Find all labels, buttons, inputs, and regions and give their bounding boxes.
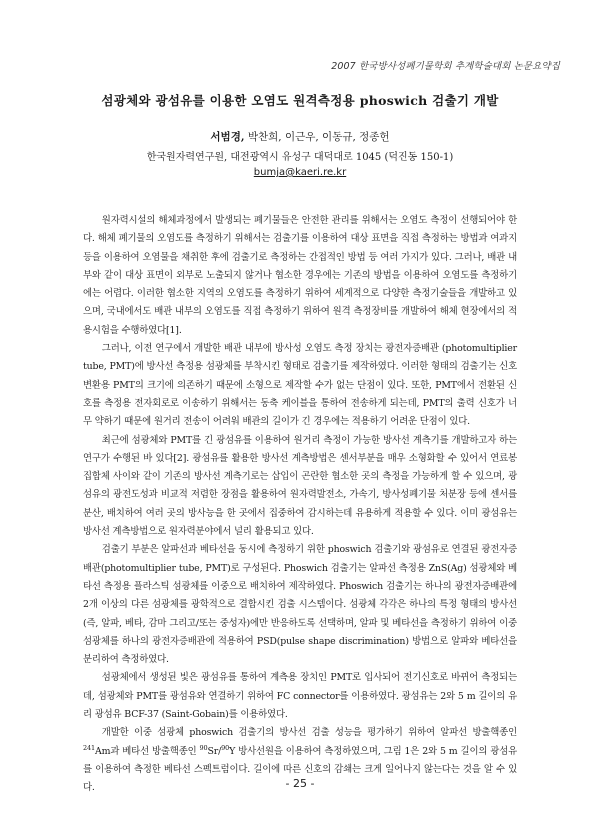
- author-email-link[interactable]: bumja@kaeri.re.kr: [253, 167, 347, 178]
- page-number: - 25 -: [285, 777, 315, 790]
- first-author: 서범경,: [210, 131, 245, 143]
- sr-mass-number: 90: [199, 743, 208, 752]
- co-authors: 박찬희, 이근우, 이동규, 정종헌: [244, 131, 390, 143]
- p6-text-b: Am과 베타선 방출핵종인: [94, 745, 200, 757]
- am-mass-number: 241: [83, 743, 95, 752]
- paper-title: 섬광체와 광섬유를 이용한 오염도 원격측정용 phoswich 검출기 개발: [101, 93, 499, 108]
- affiliation: 한국원자력연구원, 대전광역시 유성구 대덕대로 1045 (덕진동 150-1): [146, 152, 454, 163]
- p6-text-c: Sr/: [207, 745, 222, 757]
- paragraph-1: 원자력시설의 해체과정에서 발생되는 폐기물들은 안전한 관리를 위해서는 오염도 측정이 선행되어야 한다. 해체 폐기물의 오염도를 측정하기 위해서는 검출기를 이용하여 대상 표면을 직접 측정하는 방법과 여과지 등을 이용하여 오염물을 채취한 후에 검출기로 측정하는 간접적인 방법 등 여러 가지가 있다. 그러나, 배관 내부와 같이 대상 표면이 외부로 노출되지 않거나 협소한 경우에는 기존의 방법을 이용하여 오염도를 측정하기에는 어렵다. 이러한 협소한 지역의 오염도를 측정하기 위하여 세계적으로 다양한 측정기술들을 개발하고 있으며, 국내에서도 배관 내부의 오염도를 직접 측정하기 위하여 원격 측정장비를 개발하여 해체 현장에서의 적용시험을 수행하였다[1].: [83, 215, 517, 336]
- paragraph-2: 그러나, 이전 연구에서 개발한 배관 내부에 방사성 오염도 측정 장치는 광전자증배관 (photomultiplier tube, PMT)에 방사선 측정용 섬광체를 부착시킨 형태로 검출기를 제작하였다. 이러한 형태의 검출기는 신호 변환용 PMT의 크기에 의존하기 때문에 소형으로 제작할 수가 없는 단점이 있다. 또한, PMT에서 전환된 신호를 측정용 전자회로로 이송하기 위해서는 동축 케이블을 통하여 전송하게 되는데, PMT의 출력 신호가 너무 약하기 때문에 원거리 전송이 어려워 배관의 길이가 긴 경우에는 적용하기 어려운 단점이 있다.: [83, 343, 517, 428]
- p6-text-a: 개발한 이중 섬광체 phoswich 검출기의 방사선 검출 성능을 평가하기 위하여 알파선 방출핵종인: [101, 727, 517, 739]
- paragraph-4: 검출기 부분은 알파선과 베타선을 동시에 측정하기 위한 phoswich 검출기와 광섬유로 연결된 광전자증배관(photomultiplier tube, PMT)로 구성된다. Phoswich 검출기는 알파선 측정용 ZnS(Ag) 섬광체와 베타선 측정용 플라스틱 섬광체를 이중으로 배치하여 제작하였다. Phoswich 검출기는 하나의 광전자증배관에 2개 이상의 다른 섬광체를 광학적으로 결합시킨 검출 시스템이다. 섬광체 각각은 하나의 특정 형태의 방사선(즉, 알파, 베타, 감마 그리고/또는 중성자)에만 반응하도록 선택하며, 알파 및 베타선을 측정하기 위하여 이중섬광체를 하나의 광전자증배관에 적용하여 PSD(pulse shape discrimination) 방법으로 알파와 베타선을 분리하여 측정하였다.: [83, 544, 517, 666]
- y-mass-number: 90: [221, 743, 230, 752]
- paragraph-3: 최근에 섬광체와 PMT를 긴 광섬유를 이용하여 원거리 측정이 가능한 방사선 계측기를 개발하고자 하는 연구가 수행된 바 있다[2]. 광섬유를 활용한 방사선 계측방법은 센서부분을 매우 소형화할 수 있어서 연료봉집합체 사이와 같이 기존의 방사선 계측기로는 삽입이 곤란한 협소한 곳의 측정을 가능하게 할 수 있으며, 광섬유의 광전도성과 비교적 저렴한 장점을 활용하여 원자력발전소, 가속기, 방사성폐기물 처분장 등에 센서를 분산, 배치하여 여러 곳의 방사능을 한 곳에서 집중하여 감시하는데 유용하게 적용할 수 있다. 이미 광섬유는 방사선 계측방법으로 원자력분야에서 널리 활용되고 있다.: [83, 434, 517, 538]
- p6-text-d: Y 방사선원을 이용하여 측정하였으며, 그림 1은 2와 5 m 길이의 광섬유를 이용하여 측정한 베타선 스펙트럼이다. 길이에 따른 신호의 감쇄는 크게 일어나지 않는다는 것을 알 수 있다.: [83, 745, 518, 794]
- abstract-body: [83, 212, 517, 798]
- running-header: 2007 한국방사성폐기물학회 추계학술대회 논문요약집: [331, 61, 560, 72]
- paragraph-5: 섬광체에서 생성된 빛은 광섬유를 통하여 계측용 장치인 PMT로 입사되어 전기신호로 바뀌어 측정되는데, 섬광체와 PMT를 광섬유와 연결하기 위하여 FC connector를 이용하였다. 광섬유는 2와 5 m 길이의 유리 광섬유 BCF-37 (Saint-Gobain)를 이용하였다.: [83, 672, 517, 721]
- email-line: [60, 167, 540, 178]
- author-list: [60, 129, 540, 144]
